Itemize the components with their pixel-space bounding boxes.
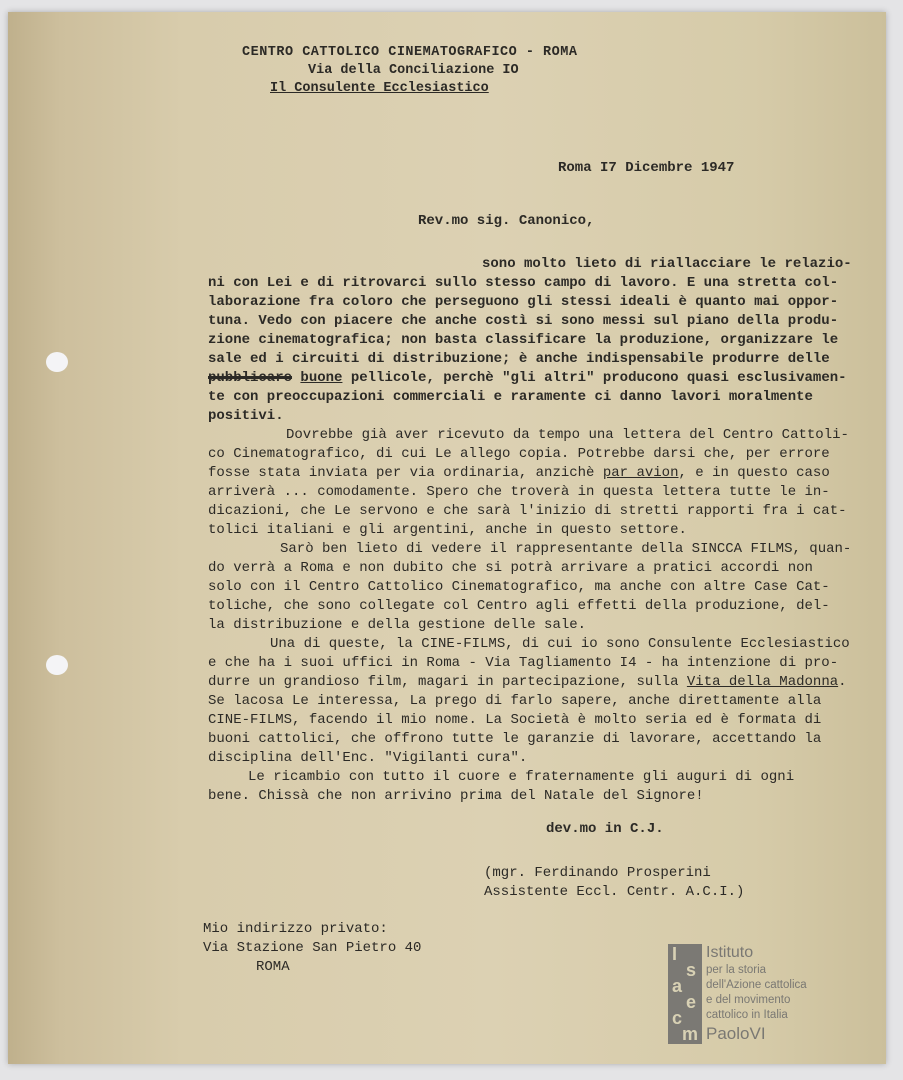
body-line: solo con il Centro Cattolico Cinematografico, ma anche con altre Case Cat- [208,579,830,595]
signature-title: Assistente Eccl. Centr. A.C.I.) [484,884,745,900]
logo-text: Istituto [706,944,754,961]
underlined-phrase: par avion [602,465,679,481]
logo-letter: s [686,960,697,980]
body-line: sale ed i circuiti di distribuzione; è anche indispensabile produrre delle [208,351,830,367]
body-line: Una di queste, la CINE-FILMS, di cui io sono Consulente Ecclesiastico [270,636,850,652]
body-line: arriverà ... comodamente. Spero che troverà in questa lettera tutte le in- [208,484,830,500]
body-text: fosse stata inviata per via ordinaria, anzichè [208,465,603,481]
struck-word: pubblicare [208,370,293,386]
body-line: laborazione fra coloro che perseguono gli stessi ideali è quanto mai oppor- [208,294,839,310]
body-line: Sarò ben lieto di vedere il rappresentante della SINCCA FILMS, quan- [280,541,852,557]
body-line: bene. Chissà che non arrivino prima del Natale del Signore! [208,788,704,804]
body-line: disciplina dell'Enc. "Vigilanti cura". [208,750,528,766]
body-line: Dovrebbe già aver ricevuto da tempo una lettera del Centro Cattoli- [286,427,849,443]
body-line [208,369,847,387]
body-text: , e in questo caso [678,465,830,481]
body-line: sono molto lieto di riallacciare le relazio- [482,256,852,272]
body-line: co Cinematografico, di cui Le allego copia. Potrebbe darsi che, per errore [208,446,830,462]
logo-letter: c [672,1008,683,1028]
salutation: Rev.mo sig. Canonico, [418,213,595,229]
body-text: . [838,674,847,690]
logo-letter: e [686,992,697,1012]
body-line: zione cinematografica; non basta classificare la produzione, organizzare le [208,332,839,348]
body-line: dicazioni, che Le servono e che sarà l'inizio di stretti rapporti fra i cat- [208,503,847,519]
letter-sheet [8,12,886,1064]
body-text: pellicole, perchè "gli altri" producono quasi esclusivamen- [342,370,847,386]
letterhead-role: Il Consulente Ecclesiastico [270,81,489,96]
body-line: do verrà a Roma e non dubito che si potrà arrivare a pratici accordi non [208,560,813,576]
underlined-word: buone [300,370,343,386]
body-line: tuna. Vedo con piacere che anche costì si sono messi sul piano della produ- [208,313,839,329]
letter-date: Roma I7 Dicembre 1947 [558,160,735,176]
body-line: CINE-FILMS, facendo il mio nome. La Società è molto seria ed è formata di [208,712,822,728]
letterhead-address: Via della Conciliazione IO [308,63,519,78]
archive-watermark-logo [668,944,868,1054]
logo-letter: m [682,1024,699,1044]
punch-hole-top [46,352,68,372]
body-line: te con preoccupazioni commerciali e raramente ci danno lavori moralmente [208,389,813,405]
logo-letter: a [672,976,683,996]
body-line [208,673,847,691]
logo-letter-block [668,944,702,1044]
body-line: positivi. [208,408,284,424]
underlined-phrase: Vita della Madonna [686,674,839,690]
body-text: durre un grandioso film, magari in partecipazione, sulla [208,674,687,690]
body-line: ni con Lei e di ritrovarci sullo stesso campo di lavoro. E una stretta col- [208,275,839,291]
body-line [208,464,830,482]
private-address-city: ROMA [256,959,290,975]
private-address-street: Via Stazione San Pietro 40 [203,940,422,956]
body-line: buoni cattolici, che offrono tutte le garanzie di lavorare, accettando la [208,731,822,747]
body-line: e che ha i suoi uffici in Roma - Via Tagliamento I4 - ha intenzione di pro- [208,655,839,671]
body-line: Le ricambio con tutto il cuore e fraternamente gli auguri di ogni [248,769,795,785]
body-line: la distribuzione e della gestione delle sale. [208,617,587,633]
logo-text: per la storia [706,964,767,976]
private-address-label: Mio indirizzo privato: [203,921,388,937]
logo-text: cattolico in Italia [706,1009,788,1021]
closing: dev.mo in C.J. [546,821,664,837]
logo-text: PaoloVI [706,1024,766,1043]
body-line: Se lacosa Le interessa, La prego di farlo sapere, anche direttamente alla [208,693,822,709]
logo-text: e del movimento [706,994,791,1006]
logo-letter: I [672,944,678,964]
body-line: tolici italiani e gli argentini, anche in questo settore. [208,522,687,538]
logo-text: dell'Azione cattolica [706,979,807,991]
punch-hole-bottom [46,655,68,675]
letterhead-title: CENTRO CATTOLICO CINEMATOGRAFICO - ROMA [242,45,578,60]
body-line: toliche, che sono collegate col Centro agli effetti della produzione, del- [208,598,830,614]
signature-name: (mgr. Ferdinando Prosperini [484,865,711,881]
